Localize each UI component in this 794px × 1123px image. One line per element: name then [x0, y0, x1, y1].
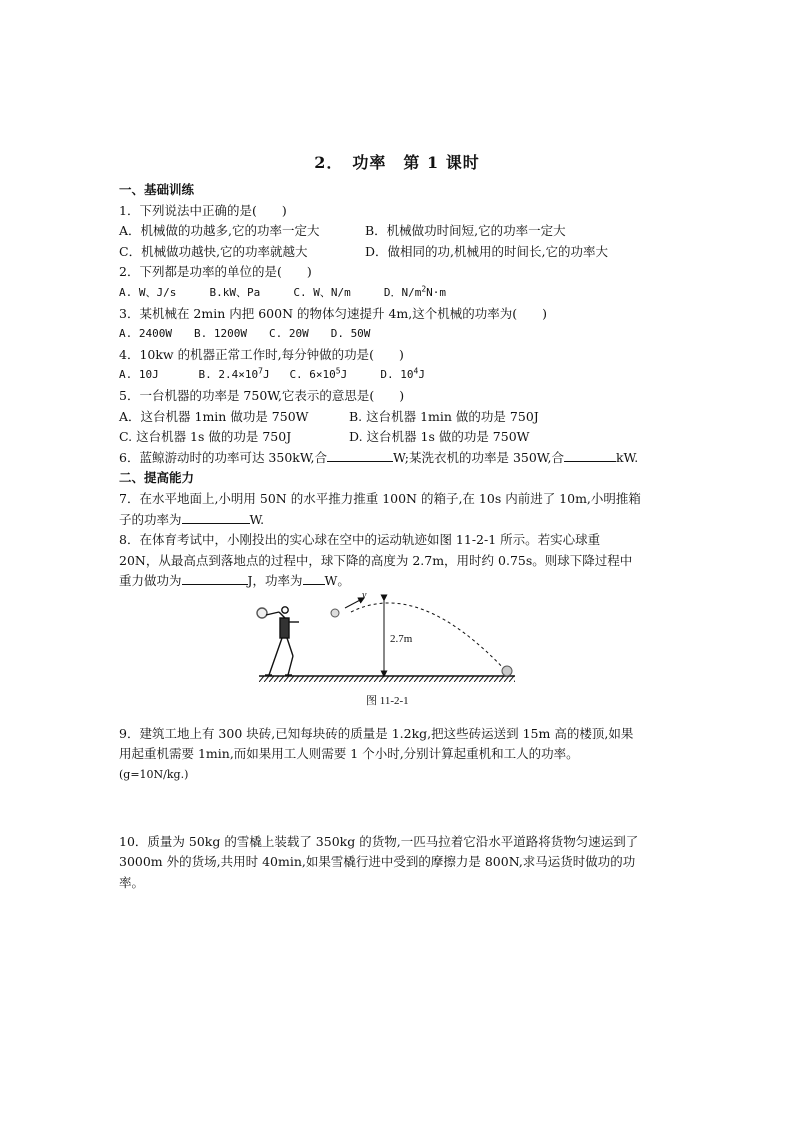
q4-option-c: C. $6\times 10^5J$ — [289, 366, 348, 382]
q1-option-c: C．机械做功越快,它的功率就越大 — [119, 243, 308, 259]
q2-option-b: B.kW、Pa — [209, 285, 261, 299]
page-title: 2． 功率 第 1 课时 — [314, 153, 480, 172]
q8-blank-1 — [182, 571, 248, 585]
q10-line2: 3000m 外的货场,共用时 40min,如果雪橇行进中受到的摩擦力是 800N,求马运货时做功的功 — [119, 854, 636, 870]
q5-option-d: D. 这台机器 1s 做的功是 750W — [349, 429, 530, 445]
q7-line2: 子的功率为 W. — [119, 511, 265, 527]
q8-line2: 20N，从最高点到落地点的过程中，球下降的高度为 2.7m，用时约 0.75s。则球下降过程中 — [119, 552, 633, 568]
q4-options — [119, 365, 679, 386]
q5-option-a: A．这台机器 1min 做功是 750W — [119, 408, 309, 424]
q2-options — [119, 283, 679, 304]
q8-blank-2 — [303, 571, 325, 585]
q7-line1: 7．在水平地面上,小明用 50N 的水平推力推重 100N 的箱子,在 10s 内前进了 10m,小明推箱 — [119, 490, 641, 506]
q4-stem: 4．10kw 的机器正常工作时,每分钟做的功是( ) — [119, 346, 404, 362]
q8-line3: 重力做功为 J，功率为 W。 — [119, 573, 350, 589]
q1-stem: 1．下列说法中正确的是( ) — [119, 202, 287, 218]
q5-option-b: B. 这台机器 1min 做的功是 750J — [349, 408, 539, 424]
q4-option-b: B. $2.4\times 10^7J$ — [198, 366, 270, 382]
trajectory-path — [351, 603, 507, 672]
q7-blank — [182, 510, 250, 524]
q10-line1: 10．质量为 50kg 的雪橇上装载了 350kg 的货物,一匹马拉着它沿水平道路将货物匀速运到了 — [119, 833, 639, 849]
q6-blank-2 — [564, 448, 616, 462]
velocity-arrow — [345, 599, 362, 608]
q1-option-a: A．机械做的功越多,它的功率一定大 — [119, 223, 320, 239]
ball-landed — [502, 666, 512, 676]
q9-line2: 用起重机需要 1min,而如果用工人则需要 1 个小时,分别计算起重机和工人的功率。 — [119, 746, 579, 762]
q5-options-row2 — [119, 427, 679, 448]
section-advanced-heading: 二、提高能力 — [119, 470, 195, 486]
q1-options-row1 — [119, 221, 679, 242]
velocity-label: v — [362, 591, 367, 601]
q4-option-d: D. $10^4J$ — [380, 366, 425, 382]
q6-text: 6．蓝鲸游动时的功率可达 350kW,合 W;某洗衣机的功率是 350W,合 kW. — [119, 449, 639, 465]
q5-options-row1 — [119, 407, 679, 428]
q2-option-a: A. W、J/s — [119, 285, 177, 299]
q2-option-d: D．$N/m^2N\cdot m$ — [383, 284, 447, 299]
q8-line1: 8．在体育考试中，小刚投出的实心球在空中的运动轨迹如图 11-2-1 所示。若实心球重 — [119, 532, 601, 548]
q1-option-d: D．做相同的功,机械用的时间长,它的功率大 — [365, 243, 608, 259]
q1-options-row2 — [119, 242, 679, 263]
figure-trajectory — [119, 592, 679, 712]
q4-option-a: A. 10J — [119, 368, 159, 382]
ground-hatching — [259, 676, 515, 682]
height-label: 2.7m — [390, 632, 413, 645]
q3-options: A. 2400W B. 1200W C. 20W D. 50W — [119, 327, 371, 341]
q9-line3: (g=10N/kg.) — [119, 768, 189, 782]
q1-option-b: B．机械做功时间短,它的功率一定大 — [365, 223, 566, 239]
q10-line3: 率。 — [119, 874, 145, 890]
section-basic-heading: 一、基础训练 — [119, 182, 195, 197]
q2-stem: 2．下列都是功率的单位的是( ) — [119, 264, 312, 280]
q5-stem: 5．一台机器的功率是 750W,它表示的意思是( ) — [119, 387, 405, 403]
figure-caption: 图 11-2-1 — [366, 694, 409, 707]
q5-option-c: C. 这台机器 1s 做的功是 750J — [119, 429, 292, 445]
q9-line1: 9．建筑工地上有 300 块砖,已知每块砖的质量是 1.2kg,把这些砖运送到 15m 高的楼顶,如果 — [119, 725, 634, 741]
thrower-figure — [257, 607, 299, 675]
worksheet-body — [119, 180, 679, 893]
q2-option-c: C. W、N/m — [293, 285, 351, 299]
q6-blank-1 — [327, 448, 393, 462]
q3-stem: 3．某机械在 2min 内把 600N 的物体匀速提升 4m,这个机械的功率为( ) — [119, 305, 548, 321]
ball-in-flight — [331, 609, 339, 617]
